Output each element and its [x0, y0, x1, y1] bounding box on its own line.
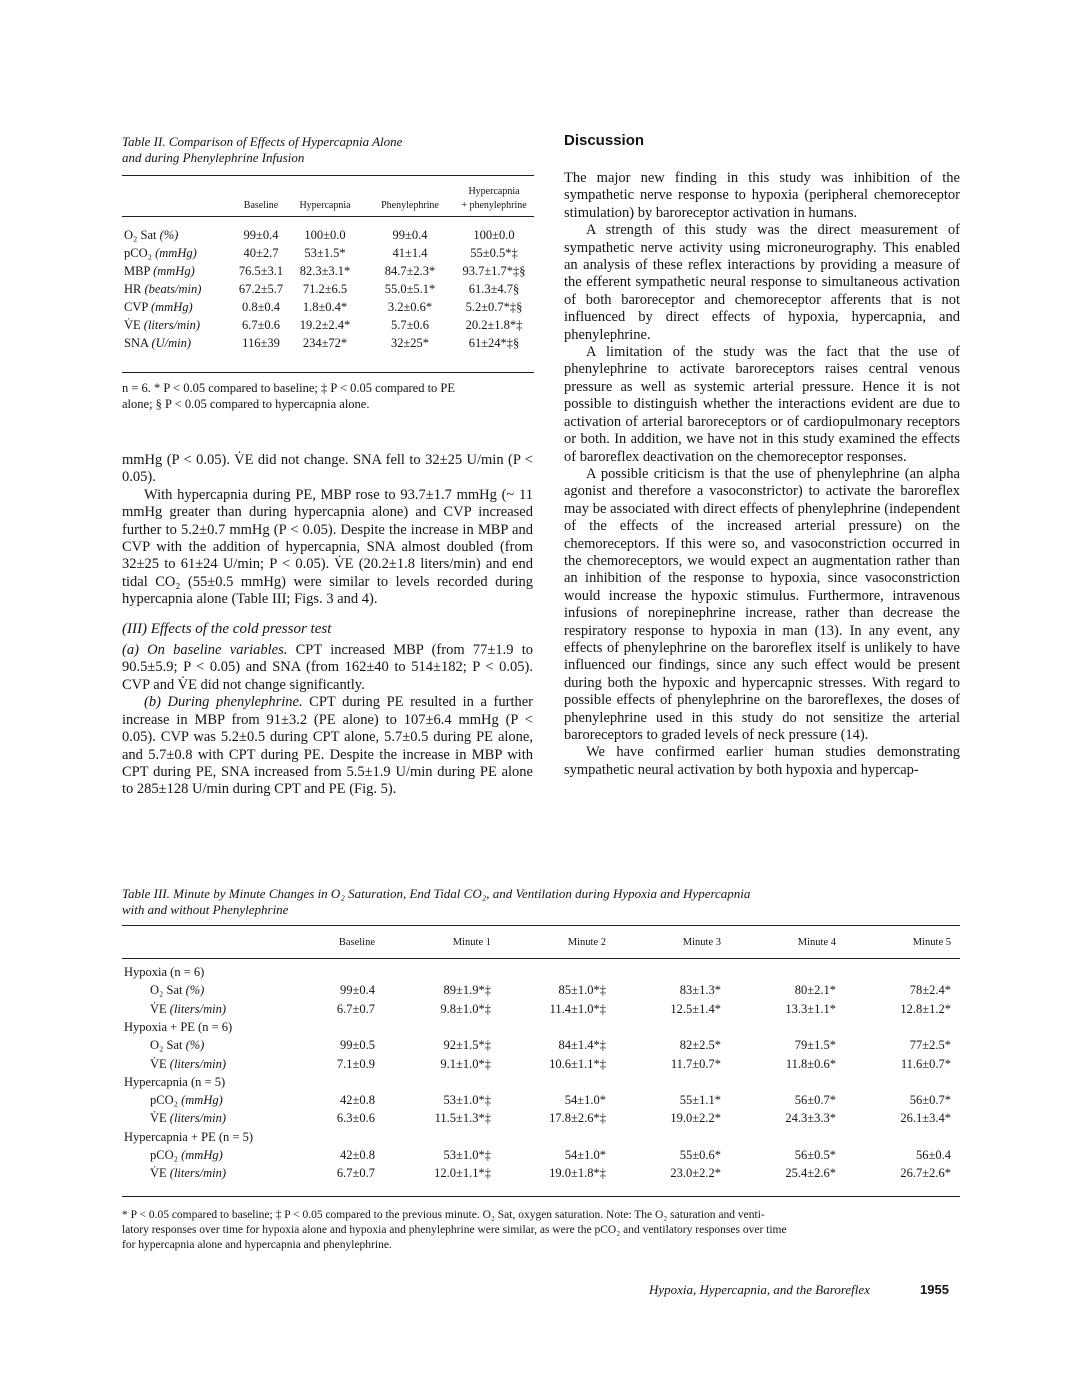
table3-cell: 11.8±0.6*	[785, 1056, 836, 1071]
table3-cell: 92±1.5*‡	[443, 1038, 491, 1053]
table2-cell: 82.3±3.1*	[299, 264, 351, 278]
table3-cell: 80±2.1*	[794, 983, 836, 998]
table2-column-header-line: + phenylephrine	[461, 200, 527, 211]
table2-cell: 61.3±4.7§	[468, 282, 520, 296]
table3-column-header: Minute 5	[912, 937, 951, 948]
table2-cell: 100±0.0	[304, 228, 346, 242]
table3-row-unit: (liters/min)	[169, 1111, 227, 1126]
table2-row-variable: V̇E	[124, 318, 141, 332]
table3-row-label	[150, 1038, 204, 1053]
table2-cell: 234±72*	[302, 336, 348, 350]
table2-row-variable: MBP	[124, 264, 150, 278]
table2-column-header-line: Hypercapnia	[468, 186, 520, 197]
table3-cell: 23.0±2.2*	[670, 1166, 721, 1181]
table3-cell: 9.1±1.0*‡	[440, 1056, 491, 1071]
table3-cell: 42±0.8	[340, 1093, 375, 1108]
table3-row-label	[150, 1148, 223, 1163]
table3-cell: 89±1.9*‡	[443, 983, 491, 998]
table2-cell: 71.2±6.5	[302, 282, 348, 296]
table3-cell: 6.7±0.7	[336, 1166, 375, 1181]
table2-row-label	[124, 282, 201, 297]
table3-group-label: Hypoxia (n = 6)	[124, 965, 205, 979]
table3-cell: 55±0.6*	[679, 1148, 721, 1162]
table3-bottom-rule	[122, 1196, 960, 1197]
table2-cell: 20.2±1.8*‡	[465, 318, 523, 332]
table2-row-unit: (liters/min)	[143, 318, 201, 332]
table2-cell: 19.2±2.4*	[299, 318, 351, 332]
table2-cell: 99±0.4	[392, 228, 428, 242]
left-body-text	[122, 452, 533, 799]
table3-row-unit: (liters/min)	[169, 1056, 227, 1071]
table3-row-label	[150, 983, 204, 998]
table3-cell: 7.1±0.9	[336, 1056, 375, 1071]
discussion-paragraph-4: A possible criticism is that the use of phenylephrine (an alpha agonist and therefore a vasoconstrictor) to activate the baroreflex may be associated with direct effects of phenylephrine (independent of the effects of the increased arterial pressure) on the chemoreceptors. If this were so, and vasoconstriction occurred in the chemoreceptors, we would expect an augmentation rather than an inhibition of the response to hypoxia, since vasoconstriction would increase the hypoxic stimulus. Furthermore, intravenous infusions of norepinephrine increase, rather than decrease the respiratory response to hypoxia in man (13). In any event, any effects of phenylephrine on the baroreflex itself is unlikely to have influenced our findings, since any such effect would be present during both the hypoxic and hypercapnic stresses. With regard to possible effects of phenylephrine on the baroreflexes, the doses of phenylephrine used in this study do not sensitize the arterial baroreceptors to graded levels of neck pressure (14).	[564, 465, 960, 743]
table2-row-variable: HR	[124, 282, 142, 296]
table3-cell: 13.3±1.1*	[785, 1001, 836, 1016]
table3-cell: 42±0.8	[340, 1148, 375, 1162]
table3-cell: 26.7±2.6*	[900, 1166, 951, 1181]
table2-row-label	[124, 336, 191, 351]
table3-column-header: Minute 2	[567, 937, 606, 948]
table3-cell: 26.1±3.4*	[900, 1111, 951, 1126]
table3-cell: 25.4±2.6*	[785, 1166, 836, 1181]
table3-cell: 11.5±1.3*‡	[434, 1111, 491, 1126]
table3-cell: 11.7±0.7*	[670, 1056, 721, 1071]
table2-cell: 53±1.5*	[304, 246, 346, 260]
table3-row-label	[150, 1111, 226, 1126]
table3-cell: 79±1.5*	[794, 1038, 836, 1053]
table3-cell: 19.0±1.8*‡	[549, 1166, 606, 1181]
table3-cell: 85±1.0*‡	[558, 983, 606, 998]
table2-row-unit: (%)	[159, 228, 179, 242]
table2-row-variable: SNA	[124, 336, 149, 350]
discussion-paragraph-3: A limitation of the study was the fact that the use of phenylephrine to activate baroreceptors raises central venous pressure as well as systemic arterial pressure. Hence it is not possible to distinguish whether the interactions evident are due to activation of arterial baroreceptors or of cardiopulmonary receptors or both. In addition, we have not in this study examined the effects of baroreflex deactivation on the chemoreceptor responses.	[564, 344, 960, 465]
table3-cell: 6.7±0.7	[336, 1001, 375, 1016]
table3-cell: 83±1.3*	[679, 983, 721, 998]
table2-row-label	[124, 246, 197, 261]
table3-cell: 19.0±2.2*	[670, 1111, 721, 1126]
table3-cell: 56±0.5*	[794, 1148, 836, 1162]
table2-row-unit: (U/min)	[151, 336, 192, 350]
table3-cell: 53±1.0*‡	[443, 1093, 491, 1108]
table3-cell: 56±0.7*	[794, 1093, 836, 1108]
table2-column-header: Phenylephrine	[381, 200, 439, 211]
table2-cell: 99±0.4	[243, 228, 279, 242]
table3-row-label	[150, 1166, 226, 1181]
table3-row-unit: (%)	[185, 1038, 205, 1053]
table3-cell: 10.6±1.1*‡	[549, 1056, 606, 1071]
table3-row-variable: pCO₂	[150, 1093, 178, 1108]
table3-cell: 12.0±1.1*‡	[434, 1166, 491, 1181]
section-subhead-cpt: (III) Effects of the cold pressor test	[122, 620, 332, 637]
discussion-paragraph-1: The major new finding in this study was inhibition of the sympathetic nerve response to hypoxia (peripheral chemoreceptor stimulation) by baroreceptor activation in humans.	[564, 170, 960, 221]
table3-row-label	[150, 1093, 223, 1108]
left-paragraph-2: With hypercapnia during PE, MBP rose to 93.7±1.7 mmHg (~ 11 mmHg greater than during hypercapnia alone) and CVP increased further to 5.2±0.7 mmHg (P < 0.05). Despite the increase in MBP and CVP with the addition of hypercapnia, SNA almost doubled (from 32±25 to 61±24 U/min; P < 0.05). V̇E (20.2±1.8 liters/min) and end tidal CO₂ (55±0.5 mmHg) were similar to levels recorded during hypercapnia alone (Table III; Figs. 3 and 4).	[122, 486, 533, 608]
table3-cell: 56±0.4	[916, 1148, 951, 1162]
table3-row-label	[150, 1002, 226, 1017]
table3-cell: 84±1.4*‡	[558, 1038, 606, 1053]
table2-cell: 6.7±0.6	[241, 318, 281, 332]
table3-group-label: Hypercapnia + PE (n = 5)	[124, 1129, 253, 1144]
running-title: Hypoxia, Hypercapnia, and the Baroreflex	[649, 1282, 870, 1297]
table2-row-unit: (mmHg)	[155, 246, 197, 260]
discussion-title: Discussion	[564, 132, 645, 149]
table3-cell: 78±2.4*	[909, 983, 951, 998]
table2-column-header: Hypercapnia	[299, 200, 351, 211]
table2-row-unit: (mmHg)	[153, 264, 195, 278]
table3-cell: 12.8±1.2*	[900, 1001, 951, 1016]
table2-cell: 100±0.0	[473, 228, 515, 242]
discussion-paragraph-5: We have confirmed earlier human studies demonstrating sympathetic neural activation by both hypoxia and hypercap-	[564, 744, 960, 778]
table3-cell: 12.5±1.4*	[670, 1001, 721, 1016]
table2-bottom-rule	[122, 372, 534, 373]
table3-cell: 54±1.0*	[564, 1148, 606, 1162]
table3-cell: 82±2.5*	[679, 1038, 721, 1053]
table3-header-rule	[122, 958, 960, 959]
table3-row-unit: (liters/min)	[169, 1001, 227, 1016]
table3-column-header: Baseline	[338, 937, 375, 948]
table3-row-unit: (mmHg)	[181, 1093, 223, 1108]
table3-cell: 77±2.5*	[909, 1038, 951, 1053]
table3-top-rule	[122, 925, 960, 926]
left-paragraph-1: mmHg (P < 0.05). V̇E did not change. SNA fell to 32±25 U/min (P < 0.05).	[122, 452, 533, 486]
table3-column-header: Minute 3	[682, 937, 721, 948]
table3-row-variable: V̇E	[150, 1001, 167, 1016]
table2-row-variable: CVP	[124, 300, 148, 314]
table3-cell: 17.8±2.6*‡	[549, 1111, 606, 1126]
table2-cell: 76.5±3.1	[238, 264, 284, 278]
table3-cell: 54±1.0*	[564, 1093, 606, 1108]
table2-row-unit: (beats/min)	[144, 282, 202, 296]
discussion-paragraph-2: A strength of this study was the direct measurement of sympathetic nerve activity using microneurography. This enabled an analysis of these reflex interactions by providing a measure of the efferent sympathetic neural response to simultaneous activation of both baroreceptor and chemoreceptor afferents that is not influenced by direct effects of hypoxia, hypercapnia, and phenylephrine.	[564, 222, 960, 343]
table3-row-label	[150, 1057, 226, 1072]
table2-row-variable: pCO₂	[124, 246, 152, 260]
table2-cell: 5.7±0.6	[390, 318, 430, 332]
table2-cell: 40±2.7	[243, 246, 279, 260]
table3-row-unit: (%)	[185, 983, 205, 998]
left-paragraph-4: (b) During phenylephrine. CPT during PE resulted in a further increase in MBP from 91±3.2 (PE alone) to 107±6.4 mmHg (P < 0.05). CVP was 5.2±0.5 during CPT alone, 5.7±0.5 during PE alone, and 5.7±0.8 with CPT during PE. Despite the increase in MBP with CPT during PE, SNA increased from 5.5±1.9 U/min during PE alone to 285±128 U/min during CPT and PE (Fig. 5).	[122, 694, 533, 798]
table2-footnote: n = 6. * P < 0.05 compared to baseline; ‡ P < 0.05 compared to PE alone; § P < 0.05 compared to hypercapnia alone.	[122, 381, 456, 411]
discussion-body	[564, 170, 960, 779]
table3-row-variable: O₂ Sat	[150, 1038, 183, 1053]
table2-row-variable: O₂ Sat	[124, 228, 157, 242]
table3-caption: Table III. Minute by Minute Changes in O₂ Saturation, End Tidal CO₂, and Ventilation during Hypoxia and Hypercapnia with and without Phenylephrine	[122, 886, 751, 917]
table2-column-header	[449, 186, 539, 211]
table2-row-label	[124, 264, 195, 279]
page-number: 1955	[920, 1282, 949, 1297]
table2-row-unit: (mmHg)	[150, 300, 193, 314]
table3-cell: 53±1.0*‡	[443, 1148, 491, 1162]
table2-column-header: Baseline	[243, 200, 279, 211]
table3-cell: 24.3±3.3*	[785, 1111, 836, 1126]
table2-cell: 5.2±0.7*‡§	[465, 300, 523, 314]
table3-row-unit: (liters/min)	[169, 1166, 227, 1181]
table3-footnote: * P < 0.05 compared to baseline; ‡ P < 0.05 compared to the previous minute. O₂ Sat, oxygen saturation. Note: The O₂ saturation and venti- latory responses over time for hypoxia alone and hypoxia and phenylephrine were similar, as were the pCO₂ and ventilatory responses over time for hypercapnia alone and hypercapnia and phenylephrine.	[122, 1209, 787, 1251]
table2-cell: 32±25*	[390, 336, 430, 350]
table3-row-variable: V̇E	[150, 1166, 167, 1181]
table2-cell: 41±1.4	[392, 246, 428, 260]
table2-cell: 116±39	[242, 336, 280, 350]
table2-caption: Table II. Comparison of Effects of Hypercapnia Alone and during Phenylephrine Infusion	[122, 134, 403, 165]
table3-cell: 11.6±0.7*	[900, 1056, 951, 1071]
table3-cell: 56±0.7*	[909, 1093, 951, 1108]
table2-cell: 67.2±5.7	[238, 282, 284, 296]
table2-row-label	[124, 300, 193, 315]
table2-row-label	[124, 228, 178, 243]
table2-cell: 1.8±0.4*	[302, 300, 348, 314]
table3-row-variable: pCO₂	[150, 1148, 178, 1162]
table3-column-header: Minute 1	[452, 937, 491, 948]
table2-cell: 61±24*‡§	[468, 336, 520, 350]
left-paragraph-3: (a) On baseline variables. CPT increased MBP (from 77±1.9 to 90.5±5.9; P < 0.05) and SNA (from 162±40 to 514±182; P < 0.05). CVP and V̇E did not change significantly.	[122, 642, 533, 693]
table2-cell: 55±0.5*‡	[470, 246, 518, 260]
table3-cell: 11.4±1.0*‡	[549, 1001, 606, 1016]
table2-cell: 55.0±5.1*	[384, 282, 436, 296]
table3-cell: 9.8±1.0*‡	[440, 1001, 491, 1016]
table3-group-label: Hypoxia + PE (n = 6)	[124, 1019, 233, 1034]
table3-row-variable: V̇E	[150, 1111, 167, 1126]
table2-top-rule	[122, 175, 534, 176]
table3-column-header: Minute 4	[797, 937, 836, 948]
table3-row-unit: (mmHg)	[181, 1148, 223, 1162]
table3-group-label: Hypercapnia (n = 5)	[124, 1074, 226, 1089]
table3-cell: 6.3±0.6	[336, 1111, 375, 1126]
table3-cell: 99±0.5	[340, 1038, 375, 1053]
table3-cell: 55±1.1*	[679, 1093, 721, 1108]
table2-cell: 93.7±1.7*‡§	[462, 264, 526, 278]
table2-cell: 0.8±0.4	[241, 300, 281, 314]
table2-header-rule	[122, 216, 534, 217]
table3-cell: 99±0.4	[340, 983, 375, 998]
table2-row-label	[124, 318, 200, 333]
table2-cell: 84.7±2.3*	[384, 264, 436, 278]
table3-row-variable: O₂ Sat	[150, 983, 183, 998]
table3-row-variable: V̇E	[150, 1056, 167, 1071]
table2-cell: 3.2±0.6*	[387, 300, 433, 314]
